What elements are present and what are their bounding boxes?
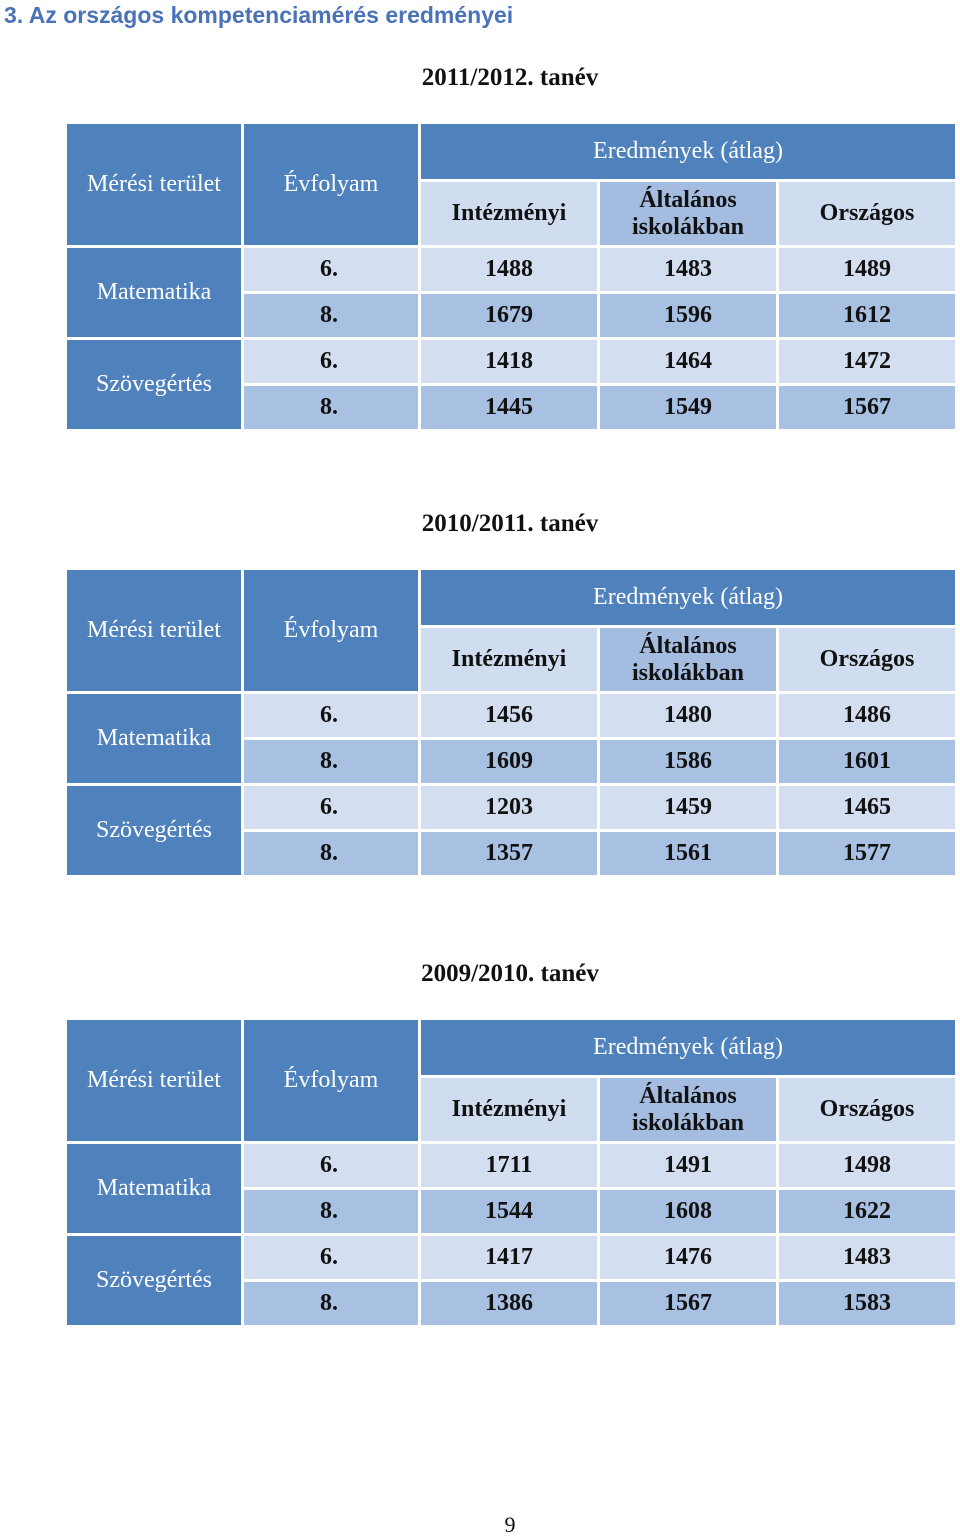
grade-cell: 6. [244,694,418,737]
general-cell: 1491 [600,1144,776,1187]
area-cell: Szövegértés [67,786,241,875]
table-row [67,786,955,829]
header-area: Mérési terület [67,1020,241,1141]
header-national: Országos [779,1078,955,1141]
header-grade: Évfolyam [244,570,418,691]
area-cell: Matematika [67,1144,241,1233]
national-cell: 1465 [779,786,955,829]
header-national: Országos [779,628,955,691]
area-cell: Matematika [67,248,241,337]
general-cell: 1586 [600,740,776,783]
institution-cell: 1679 [421,294,597,337]
institution-cell: 1456 [421,694,597,737]
header-area: Mérési terület [67,124,241,245]
year-title-2: 2010/2011. tanév [421,510,599,537]
header-results: Eredmények (átlag) [421,124,955,179]
grade-cell: 6. [244,1236,418,1279]
header-results: Eredmények (átlag) [421,1020,955,1075]
header-institution: Intézményi [421,628,597,691]
institution-cell: 1357 [421,832,597,875]
general-cell: 1608 [600,1190,776,1233]
header-general: Általános iskolákban [600,1078,776,1141]
table-row [67,1236,955,1279]
grade-cell: 8. [244,294,418,337]
header-general: Általános iskolákban [600,182,776,245]
general-cell: 1561 [600,832,776,875]
header-general: Általános iskolákban [600,628,776,691]
national-cell: 1486 [779,694,955,737]
grade-cell: 6. [244,248,418,291]
institution-cell: 1609 [421,740,597,783]
header-area: Mérési terület [67,570,241,691]
area-cell: Szövegértés [67,1236,241,1325]
table-row [67,1144,955,1187]
general-cell: 1483 [600,248,776,291]
header-grade: Évfolyam [244,1020,418,1141]
general-cell: 1480 [600,694,776,737]
institution-cell: 1544 [421,1190,597,1233]
general-cell: 1549 [600,386,776,429]
grade-cell: 8. [244,386,418,429]
area-cell: Matematika [67,694,241,783]
area-cell: Szövegértés [67,340,241,429]
grade-cell: 6. [244,340,418,383]
results-table-3 [64,1017,958,1328]
national-cell: 1583 [779,1282,955,1325]
general-cell: 1596 [600,294,776,337]
grade-cell: 6. [244,786,418,829]
results-table-1 [64,121,958,432]
national-cell: 1577 [779,832,955,875]
year-title-3: 2009/2010. tanév [421,960,599,987]
national-cell: 1601 [779,740,955,783]
national-cell: 1498 [779,1144,955,1187]
institution-cell: 1203 [421,786,597,829]
institution-cell: 1445 [421,386,597,429]
table-row [67,694,955,737]
general-cell: 1459 [600,786,776,829]
header-institution: Intézményi [421,1078,597,1141]
section-heading: 3. Az országos kompetenciamérés eredményei [4,2,514,28]
national-cell: 1483 [779,1236,955,1279]
institution-cell: 1417 [421,1236,597,1279]
results-table-2 [64,567,958,878]
national-cell: 1567 [779,386,955,429]
general-cell: 1464 [600,340,776,383]
institution-cell: 1418 [421,340,597,383]
national-cell: 1622 [779,1190,955,1233]
grade-cell: 8. [244,1282,418,1325]
institution-cell: 1488 [421,248,597,291]
year-title-1: 2011/2012. tanév [421,64,599,91]
national-cell: 1489 [779,248,955,291]
table-row [67,248,955,291]
general-cell: 1476 [600,1236,776,1279]
national-cell: 1612 [779,294,955,337]
table-row [67,340,955,383]
header-grade: Évfolyam [244,124,418,245]
header-institution: Intézményi [421,182,597,245]
grade-cell: 8. [244,1190,418,1233]
general-cell: 1567 [600,1282,776,1325]
header-results: Eredmények (átlag) [421,570,955,625]
grade-cell: 8. [244,740,418,783]
institution-cell: 1386 [421,1282,597,1325]
institution-cell: 1711 [421,1144,597,1187]
national-cell: 1472 [779,340,955,383]
header-national: Országos [779,182,955,245]
grade-cell: 8. [244,832,418,875]
grade-cell: 6. [244,1144,418,1187]
page-number: 9 [504,1512,516,1537]
